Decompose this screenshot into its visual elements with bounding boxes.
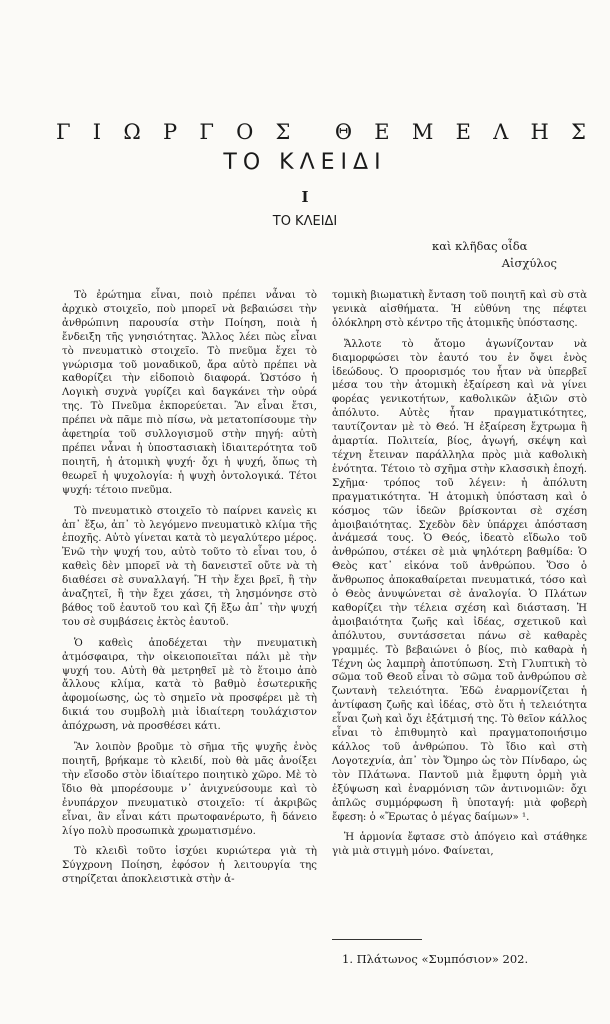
author-letter: Σ — [571, 120, 586, 144]
author-letter: Γ — [56, 120, 71, 144]
paragraph: Τὸ πνευματικὸ στοιχεῖο τὸ παίρνει κανεὶς κι ἀπ᾽ ἔξω, ἀπ᾽ τὸ λεγόμενο πνευματικὸ κλίμα τῆς ἐποχῆς. Αὐτὸ γίνεται κατὰ τὸ μεγαλύτερο μέρος. Ἐνῶ τὴν ψυχή του, αὐτὸ τοῦτο τὸ εἶναι του, ὁ καθεὶς δὲν μπορεῖ νὰ τὴ δανειστεῖ οὔτε νὰ τὴ διαθέσει σὲ συναλλαγή. Ἢ τὴν ἔχει βρεῖ, ἢ τὴν ἀναζητεῖ, ἢ τὴν ἔχει χάσει, τὴ λησμόνησε στὸ βάθος τοῦ ἑαυτοῦ του καὶ ζῆ ἔξω ἀπ᾽ τὴν ψυχή του σὲ συμβάσεις ἐκτὸς ἑαυτοῦ. — [62, 505, 317, 628]
author-letter: Ι — [92, 120, 102, 144]
epigraph-quote: καὶ κλῆδας οἶδα — [432, 239, 528, 253]
author-letter: Ρ — [162, 120, 178, 144]
author-letter: Μ — [411, 120, 434, 144]
book-title: ΤΟ ΚΛΕΙΔΙ — [223, 150, 387, 175]
left-column — [62, 289, 317, 887]
paragraph: Τὸ κλειδὶ τοῦτο ἰσχύει κυριώτερα γιὰ τὴ Σύγχρονη Ποίηση, ἐφόσον ἡ λειτουργία της στηρίζεται ἀποκλειστικὰ στὴν ἀ- — [62, 846, 317, 886]
footnote-divider — [332, 939, 422, 940]
paragraph: τομικὴ βιωματικὴ ἔνταση τοῦ ποιητῆ καὶ σὺ στὰ γενικὰ αἰσθήματα. Ἡ εὐθύνη της πέφτει ὁλόκληρη στὸ κέντρο τῆς ἀτομικῆς ὑπόστασης. — [332, 290, 587, 329]
paragraph: Ὁ καθεὶς ἀποδέχεται τὴν πνευματικὴ ἀτμόσφαιρα, τὴν οἰκειοποιεῖται πάλι μὲ τὴν ψυχή του. Αὐτὴ θὰ μετρηθεῖ μὲ τὸ ἕτοιμο ἀπὸ ἄλλους κλίμα, κατὰ τὸ βαθμὸ ἐσωτερικῆς ἀφομοίωσης, ὡς τὸ σημεῖο νὰ προσφέρει μὲ τὴ δικιά του συμβολὴ μιὰ ἰδιαίτερη τουλάχιστον ἀπόχρωση, νὰ προσθέσει κάτι. — [62, 637, 317, 733]
epigraph — [420, 238, 595, 272]
author-name — [56, 120, 586, 144]
author-letter: Η — [530, 120, 549, 144]
paragraph: Ἄλλοτε τὸ ἄτομο ἀγωνίζονταν νὰ διαμορφώσει τὸν ἑαυτό του ἐν ὄψει ἑνὸς ἰδεώδους. Ὁ προορισμός του ἦταν νὰ ὑπερβεῖ μέσα του τὴν ἀτομικὴ ἐξαίρεση καὶ νὰ γίνει φορέας γενικοτήτων, καθολικῶν ἀξιῶν στὸ ἀπόλυτο. Αὐτὲς ἦταν πραγματικότητες, ταυτίζονταν μὲ τὸ Θεό. Ἡ ἐξαίρεση ἔχτρωμα ἢ ἁμαρτία. Πολιτεία, βίος, ἀγωγή, σκέψη καὶ τέχνη ἔτειναν παράλληλα πρὸς μιὰ καθολικὴ ἑνότητα. Τέτοιο τὸ σχῆμα στὴν κλασσικὴ ἐποχή. Σχῆμα· τρόπος τοῦ λέγειν: ἡ ἀπόλυτη πραγματικότητα. Ἡ ἀτομικὴ ὑπόσταση καὶ ὁ κόσμος τῶν ἰδεῶν βρίσκονται σὲ σχέση ἀμοιβαιότητας. Σχεδὸν δὲν ὑπάρχει ἀπόσταση ἀνάμεσά τους. Ὁ Θεός, ἰδεατὸ εἴδωλο τοῦ ἀνθρώπου, στέκει σὲ μιὰ ψηλότερη βαθμίδα: Ὁ Θεὸς κατ᾽ εἰκόνα τοῦ ἀνθρώπου. Ὅσο ὁ ἄνθρωπος ἀποκαθαίρεται πνευματικά, τόσο καὶ ὁ Θεὸς ἀνυψώνεται σὲ ἀναλογία. Ὁ Πλάτων καθορίζει τὴν τέλεια σχέση καὶ διάσταση. Ἡ ἀμοιβαιότητα ζωῆς καὶ ἰδέας, σχετικοῦ καὶ ἀπόλυτου, συντάσσεται πάνω σὲ καθαρὲς γραμμές. Τὸ βεβαιώνει ὁ βίος, πιὸ καθαρὰ ἡ Τέχνη ὡς λαμπρὴ ἀποτύπωση. Στὴ Γλυπτικὴ τὸ σῶμα τοῦ Θεοῦ εἶναι τὸ σῶμα τοῦ ἀνθρώπου σὲ ζωντανὴ τελειότητα. Ἐδῶ ἐναρμονίζεται ἡ ἀντίφαση ζωῆς καὶ ἰδέας, στὸ ὅτι ἡ τελειότητα εἶναι ζωὴ καὶ ὄχι ἐξάτμισή της. Τὸ θεῖον κάλλος εἶναι τὸ ἐπιθυμητὸ καὶ πραγματοποιήσιμο κάλλος τοῦ ἀνθρώπου. Τὸ ἴδιο καὶ στὴ Λογοτεχνία, ἀπ᾽ τὸν Ὅμηρο ὡς τὸν Πίνδαρο, ὡς τὸν Πλάτωνα. Παντοῦ μιὰ ἔμφυτη ὁρμὴ γιὰ ἐξύψωση καὶ ἐναρμόνιση τῶν ἀντινομιῶν: ὄχι ἁπλῶς συμμόρφωση ἢ ὑποταγή: μιὰ φοβερὴ ἔφεση: ὁ «Ἔρωτας ὁ μέγας δαίμων» ¹. — [332, 338, 587, 823]
paragraph: Ἂν λοιπὸν βροῦμε τὸ σῆμα τῆς ψυχῆς ἑνὸς ποιητῆ, βρήκαμε τὸ κλειδί, ποὺ θὰ μᾶς ἀνοίξει τὴν εἴσοδο στὸν ἰδιαίτερο ποιητικὸ χῶρο. Μὲ τὸ ἴδιο θὰ μπορέσουμε ν᾽ ἀνιχνεύσουμε καὶ τὸ ἐνυπάρχον πνευματικὸ στοιχεῖο: τί ἀκριβῶς εἶναι, ἂν εἶναι κάτι πρωτοφανέρωτο, ἢ δάνειο λίγο πολὺ προσωπικὰ χρωματισμένο. — [62, 742, 317, 837]
author-letter: Θ — [334, 120, 353, 144]
footnote: 1. Πλάτωνος «Συμπόσιον» 202. — [342, 952, 529, 966]
author-letter: Λ — [493, 120, 509, 144]
author-letter: Σ — [275, 120, 291, 144]
chapter-title: ΤΟ ΚΛΕΙΔΙ — [272, 214, 338, 229]
author-letter: Ω — [123, 120, 141, 144]
chapter-number: I — [301, 188, 309, 206]
author-letter: Ε — [374, 120, 390, 144]
paragraph: Τὸ ἐρώτημα εἶναι, ποιὸ πρέπει νἆναι τὸ ἀρχικὸ στοιχεῖο, ποὺ μπορεῖ νὰ βεβαιώσει τὴν ἀνθρώπινη παρουσία στὴν Ποίηση, ποιὰ ἡ ἔνδειξη τῆς γνησιότητας. Ἄλλος λέει πὼς εἶναι τὸ πνευματικὸ στοιχεῖο. Τὸ πνεῦμα ἔχει τὸ γνώρισμα τοῦ μοναδικοῦ, ἄρα αὐτὸ πρέπει νὰ καθορίζει τὴν εἰδοποιὸ διαφορά. Ὡστόσο ἡ Λογικὴ συχνὰ γυρίζει καὶ δαγκάνει τὴν οὐρά της. Τὸ Πνεῦμα ἐκπορεύεται. Ἂν εἶναι ἔτσι, πρέπει νὰ πᾶμε πιὸ πίσω, νὰ μετατοπίσουμε τὴν ἀφετηρία τοῦ συλλογισμοῦ στὴν πηγή: αὐτὴ πρέπει νἆναι ἡ ὑποστασιακὴ ἰδιαιτερότητα τοῦ ποιητῆ, ἡ ἀτομικὴ ψυχή· ὄχι ἡ ψυχή, ὅπως τὴ θεωρεῖ ἡ ψυχολογία: ἡ ψυχὴ ὀντολογικά. Τέτοι ψυχή: τέτοιο πνεῦμα. — [62, 290, 317, 496]
paragraph: Ἡ ἁρμονία ἔφτασε στὸ ἀπόγειο καὶ στάθηκε γιὰ μιὰ στιγμὴ μόνο. Φαίνεται, — [332, 832, 587, 858]
author-letter: Ε — [455, 120, 471, 144]
epigraph-source: Αἰσχύλος — [501, 256, 557, 270]
right-column — [332, 289, 587, 859]
author-letter: Ο — [236, 120, 254, 144]
author-letter: Γ — [199, 120, 214, 144]
